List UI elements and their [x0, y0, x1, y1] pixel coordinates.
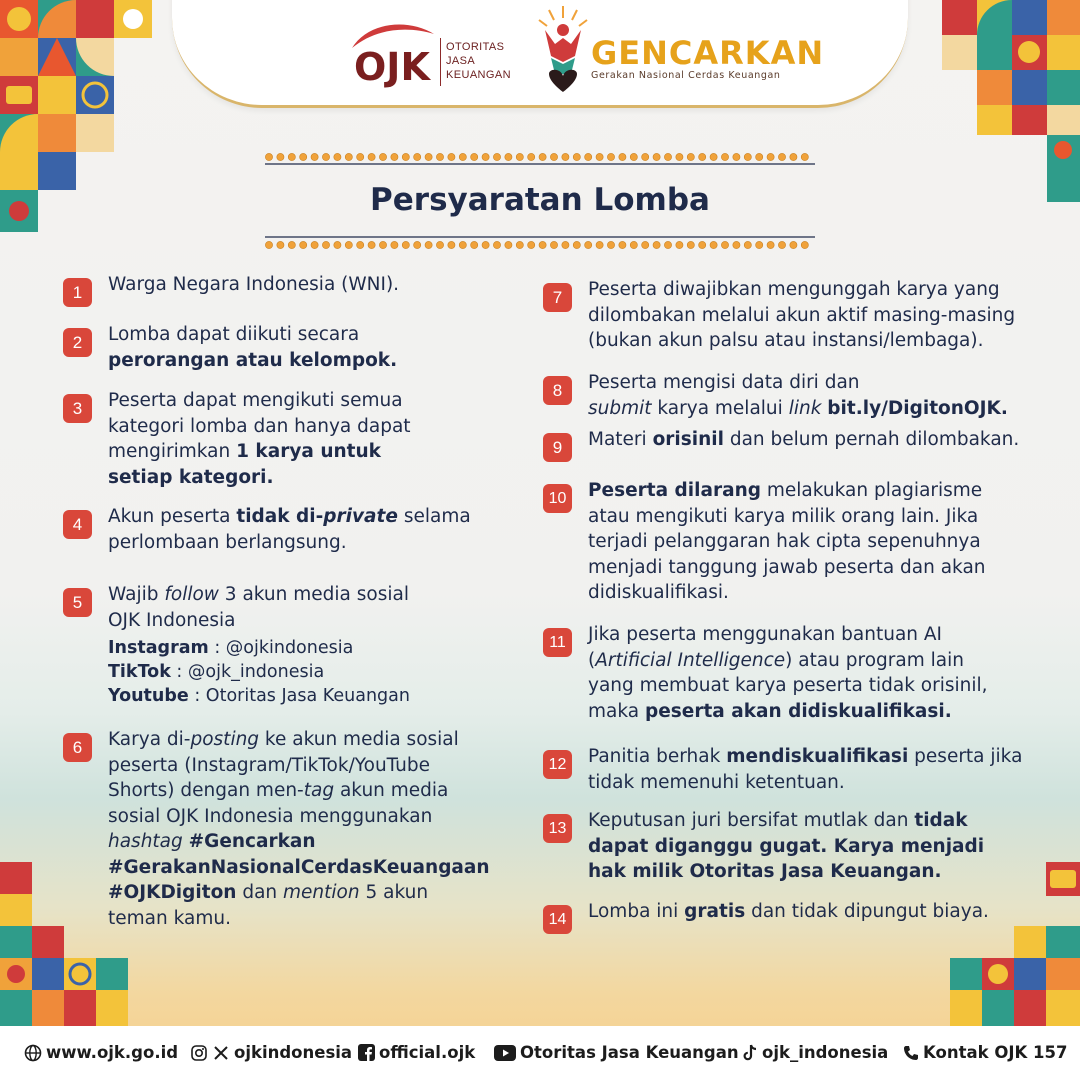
item-text-line [588, 277, 1015, 303]
footer-tiktok-text: ojk_indonesia [762, 1043, 889, 1062]
instagram-icon [190, 1044, 208, 1062]
text-segment: private [323, 506, 398, 527]
item-text [108, 322, 397, 373]
text-segment: hashtag [108, 831, 189, 852]
item-text-line [588, 859, 984, 885]
divider-dot [778, 241, 785, 248]
text-segment: mendiskualifikasi [726, 746, 909, 767]
text-segment: dilombakan melalui akun aktif masing-masing [588, 304, 1016, 326]
divider-dot [505, 241, 512, 248]
divider-dot [664, 241, 671, 248]
divider-dot [573, 153, 580, 160]
item-text [108, 504, 471, 555]
divider-dot [710, 241, 717, 248]
social-accounts-list [108, 636, 410, 708]
globe-icon [24, 1044, 42, 1062]
divider-dot [379, 153, 386, 160]
text-segment: ) atau program lain [785, 649, 964, 671]
text-segment: peserta akan didiskualifikasi. [644, 700, 952, 722]
item-text-line [588, 370, 1008, 396]
text-segment: perlombaan berlangsung. [108, 531, 347, 553]
divider-dot [322, 241, 329, 248]
item-text [588, 277, 1015, 354]
item-text-line [108, 804, 490, 830]
item-text-line [588, 478, 986, 504]
item-text-line [108, 348, 397, 374]
divider-dot [676, 241, 683, 248]
text-segment: tidak memenuhi ketentuan. [588, 771, 845, 793]
text-segment: Peserta dilarang [588, 480, 761, 501]
text-segment: tidak [914, 810, 968, 831]
divider-dot [448, 241, 455, 248]
text-segment: #OJKDigiton [108, 882, 237, 903]
item-text-line [588, 529, 986, 555]
divider-dot [573, 241, 580, 248]
footer-contact-text: Kontak OJK 157 [923, 1043, 1068, 1062]
divider-dot [448, 153, 455, 160]
item-text [588, 808, 984, 885]
text-segment: dapat diganggu gugat. Karya menjadi [588, 835, 985, 857]
item-text-line [108, 855, 490, 881]
divider-dot [402, 153, 409, 160]
item-text [588, 622, 988, 724]
corner-pattern-bottom-right [950, 862, 1080, 1028]
divider-dot [676, 153, 683, 160]
page-title: Persyaratan Lomba [370, 182, 710, 218]
divider-dot [414, 153, 421, 160]
item-text-line [108, 906, 490, 932]
text-segment: : @ojkindonesia [208, 638, 354, 658]
divider-dot [585, 153, 592, 160]
item-text-line [588, 303, 1015, 329]
divider-dot [801, 153, 808, 160]
divider-dot [402, 241, 409, 248]
divider-dot [482, 153, 489, 160]
text-segment: terjadi pelanggaran hak cipta sepenuhnya [588, 531, 981, 552]
text-segment: peserta jika [908, 746, 1023, 767]
divider-dot [744, 153, 751, 160]
item-text-line [588, 580, 986, 606]
divider-dot [277, 153, 284, 160]
item-text-line [108, 778, 490, 804]
item-text-line [108, 608, 410, 634]
item-text [588, 744, 1022, 795]
divider-dot [744, 241, 751, 248]
item-number-badge: 5 [63, 588, 92, 617]
divider-dot [699, 153, 706, 160]
text-segment: (bukan akun palsu atau instansi/lembaga). [588, 330, 984, 351]
text-segment: kategori lomba dan hanya dapat [108, 415, 411, 437]
text-segment: atau mengikuti karya milik orang lain. Jika [588, 505, 979, 527]
item-text-line [588, 699, 988, 725]
item-text-line [108, 530, 471, 556]
divider-dot [562, 153, 569, 160]
divider-dot [288, 241, 295, 248]
text-segment: : @ojk_indonesia [170, 662, 325, 682]
text-segment: tag [303, 780, 335, 801]
text-segment: Artificial Intelligence [595, 649, 786, 671]
divider-dot [733, 153, 740, 160]
corner-pattern-top-right [942, 0, 1080, 202]
divider-dot [493, 153, 500, 160]
x-icon [212, 1044, 230, 1062]
item-text-line [108, 465, 411, 491]
item-text [588, 370, 1008, 421]
text-segment: posting [190, 729, 260, 750]
divider-dot [528, 241, 535, 248]
divider-dot [288, 153, 295, 160]
divider-dot [790, 153, 797, 160]
divider-dot [756, 241, 763, 248]
ojk-wordmark: OTORITAS JASA KEUANGAN [446, 41, 511, 81]
text-segment: submit [588, 397, 652, 419]
divider-dot [539, 153, 546, 160]
item-text-line [108, 439, 411, 465]
divider-dot [334, 153, 341, 160]
text-segment: Peserta diwajibkan mengunggah karya yang [588, 279, 1000, 300]
divider-dot [642, 241, 649, 248]
item-number-badge: 10 [543, 484, 572, 513]
item-text [588, 427, 1019, 453]
divider-dot [687, 153, 694, 160]
item-text-line [588, 899, 989, 925]
tiktok-icon [742, 1044, 758, 1062]
divider-dot [733, 241, 740, 248]
item-text-line [108, 636, 410, 660]
item-number-badge: 6 [63, 733, 92, 762]
text-segment: Instagram [108, 638, 209, 658]
text-segment: tidak di- [236, 506, 324, 527]
text-segment: link [788, 397, 822, 419]
ojk-mark-icon [348, 18, 438, 88]
text-segment: OJK Indonesia [108, 609, 236, 631]
text-segment: hak milik Otoritas Jasa Keuangan. [588, 861, 942, 882]
text-segment: peserta (Instagram/TikTok/YouTube [108, 754, 431, 776]
text-segment: follow [164, 584, 219, 605]
item-text-line [588, 834, 984, 860]
item-text-line [588, 328, 1015, 354]
item-text-line [108, 414, 411, 440]
item-text-line [108, 504, 471, 530]
divider-dot [505, 153, 512, 160]
item-text-line [108, 322, 397, 348]
item-text-line [108, 753, 490, 779]
divider-dot [653, 153, 660, 160]
gencarkan-subtitle: Gerakan Nasional Cerdas Keuangan [591, 70, 781, 81]
divider-dot [664, 153, 671, 160]
divider-dot [596, 241, 603, 248]
text-segment: Peserta dapat mengikuti semua [108, 390, 403, 411]
divider-dot [311, 153, 318, 160]
footer-instagram-x[interactable] [190, 1043, 352, 1062]
text-segment: Panitia berhak [588, 746, 727, 767]
text-segment: sosial OJK Indonesia menggunakan [108, 805, 433, 827]
divider-dot [778, 153, 785, 160]
divider-dot [539, 241, 546, 248]
divider-dot [471, 241, 478, 248]
text-segment: Karya di- [108, 729, 191, 750]
text-segment: Jika peserta menggunakan bantuan AI [588, 624, 942, 645]
divider-dot [391, 241, 398, 248]
text-segment: Wajib [108, 584, 165, 605]
ojk-logo [348, 18, 520, 88]
divider-dot [482, 241, 489, 248]
text-segment: 1 karya untuk [236, 441, 381, 462]
title-band [265, 152, 815, 252]
text-segment: Youtube [108, 686, 189, 706]
text-segment: maka [588, 700, 645, 722]
divider-dot [493, 241, 500, 248]
youtube-icon [494, 1045, 516, 1061]
gencarkan-figure-icon [535, 4, 591, 96]
divider-dot [516, 153, 523, 160]
text-segment: mention [283, 882, 360, 903]
divider-dot [710, 153, 717, 160]
text-segment: gratis [684, 901, 746, 922]
divider-dot [630, 241, 637, 248]
footer-facebook[interactable] [358, 1043, 475, 1062]
divider-dot [801, 241, 808, 248]
divider-dot [414, 241, 421, 248]
divider-dot [596, 153, 603, 160]
svg-text:OJK: OJK [354, 45, 430, 88]
item-number-badge: 8 [543, 376, 572, 405]
divider-dot [425, 153, 432, 160]
divider-dot [311, 241, 318, 248]
footer-youtube[interactable] [494, 1043, 739, 1062]
footer-bar [0, 1026, 1080, 1080]
item-number-badge: 14 [543, 905, 572, 934]
text-segment: selama [397, 506, 471, 527]
item-text [108, 582, 410, 708]
dot-divider-top [265, 152, 815, 168]
item-number-badge: 12 [543, 750, 572, 779]
item-text-line [588, 673, 988, 699]
divider-dot [562, 241, 569, 248]
text-segment: yang membuat karya peserta tidak orisinil, [588, 675, 988, 696]
divider-dot [277, 241, 284, 248]
item-text-line [588, 622, 988, 648]
item-number-badge: 1 [63, 278, 92, 307]
divider-dot [300, 241, 307, 248]
text-segment: didiskualifikasi. [588, 582, 729, 603]
divider-dot [721, 153, 728, 160]
divider-dot [368, 153, 375, 160]
item-number-badge: 4 [63, 510, 92, 539]
item-text-line [108, 829, 490, 855]
divider-dot [642, 153, 649, 160]
text-segment: Akun peserta [108, 506, 237, 527]
divider-dot [790, 241, 797, 248]
text-segment: bit.ly/DigitonOJK. [827, 397, 1008, 419]
footer-youtube-text: Otoritas Jasa Keuangan [520, 1043, 739, 1062]
item-text-line [108, 727, 490, 753]
divider-dot [391, 153, 398, 160]
divider-dot [300, 153, 307, 160]
ojk-divider [440, 38, 441, 86]
footer-contact[interactable] [903, 1043, 1067, 1062]
item-text [108, 388, 411, 490]
divider-dot [334, 241, 341, 248]
text-segment: : Otoritas Jasa Keuangan [188, 686, 410, 706]
divider-dot [550, 241, 557, 248]
text-segment: Materi [588, 429, 653, 450]
item-text-line [588, 808, 984, 834]
text-segment: orisinil [652, 429, 724, 450]
text-segment: Lomba ini [588, 901, 685, 922]
item-text [108, 727, 490, 931]
divider-dot [607, 153, 614, 160]
item-text-line [108, 684, 410, 708]
divider-dot [653, 241, 660, 248]
divider-dot [425, 241, 432, 248]
text-segment: #Gencarkan [188, 831, 316, 852]
item-number-badge: 13 [543, 814, 572, 843]
text-segment: karya melalui [651, 397, 789, 419]
divider-dot [630, 153, 637, 160]
facebook-icon [358, 1044, 375, 1061]
text-segment: menjadi tanggung jawab peserta dan akan [588, 556, 986, 578]
divider-dot [436, 241, 443, 248]
divider-dot [471, 153, 478, 160]
text-segment: 3 akun media sosial [218, 584, 409, 605]
item-text-line [108, 660, 410, 684]
divider-dot [550, 153, 557, 160]
item-text [108, 272, 399, 298]
divider-dot [721, 241, 728, 248]
text-segment: TikTok [108, 662, 171, 682]
text-segment: dan tidak dipungut biaya. [745, 901, 989, 922]
text-segment: ( [588, 649, 596, 671]
divider-dot [767, 241, 774, 248]
text-segment: akun media [334, 780, 449, 801]
gencarkan-title: GENCARKAN [591, 34, 825, 72]
divider-dot [528, 153, 535, 160]
item-text-line [108, 880, 490, 906]
text-segment: ke akun media sosial [259, 729, 459, 750]
text-segment: mengirimkan [108, 441, 237, 462]
text-segment: Peserta mengisi data diri dan [588, 372, 860, 393]
divider-dot [619, 153, 626, 160]
item-text-line [588, 555, 986, 581]
divider-dot [585, 241, 592, 248]
divider-dot [607, 241, 614, 248]
item-number-badge: 9 [543, 433, 572, 462]
text-segment: dan belum pernah dilombakan. [723, 429, 1020, 450]
divider-dot [345, 241, 352, 248]
divider-dot [265, 153, 272, 160]
divider-dot [265, 241, 272, 248]
footer-website[interactable] [24, 1043, 178, 1062]
text-segment: teman kamu. [108, 907, 231, 929]
divider-dot [345, 153, 352, 160]
text-segment: #GerakanNasionalCerdasKeuangaan [108, 856, 490, 878]
footer-instagram-text: ojkindonesia [234, 1043, 353, 1062]
divider-dot [436, 153, 443, 160]
gencarkan-logo [535, 4, 825, 96]
item-text-line [108, 272, 399, 298]
divider-dot [322, 153, 329, 160]
divider-dot [756, 153, 763, 160]
item-text-line [108, 388, 411, 414]
item-text-line [588, 427, 1019, 453]
divider-dot [516, 241, 523, 248]
item-number-badge: 2 [63, 328, 92, 357]
text-segment: perorangan atau kelompok. [108, 349, 398, 371]
phone-icon [903, 1045, 919, 1061]
divider-dot [368, 241, 375, 248]
item-text-line [588, 396, 1008, 422]
footer-website-text: www.ojk.go.id [46, 1043, 179, 1062]
divider-dot [459, 241, 466, 248]
dot-divider-bottom [265, 234, 815, 250]
divider-dot [687, 241, 694, 248]
item-text-line [588, 648, 988, 674]
divider-dot [357, 153, 364, 160]
divider-dot [699, 241, 706, 248]
item-number-badge: 11 [543, 628, 572, 657]
footer-tiktok[interactable] [742, 1043, 888, 1062]
text-segment: melakukan plagiarisme [761, 480, 983, 501]
text-segment: setiap kategori. [108, 466, 274, 488]
corner-pattern-top-left [0, 0, 160, 232]
text-segment: Lomba dapat diikuti secara [108, 324, 360, 345]
item-text [588, 899, 989, 925]
divider-dot [459, 153, 466, 160]
text-segment: Keputusan juri bersifat mutlak dan [588, 810, 915, 831]
item-text-line [588, 504, 986, 530]
item-text-line [588, 744, 1022, 770]
divider-dot [379, 241, 386, 248]
divider-dot [357, 241, 364, 248]
item-text-line [108, 582, 410, 608]
text-segment: Shorts) dengan men- [108, 780, 304, 801]
item-text-line [588, 770, 1022, 796]
text-segment: dan [236, 882, 284, 903]
footer-facebook-text: official.ojk [379, 1043, 476, 1062]
text-segment: 5 akun [359, 882, 429, 903]
item-number-badge: 3 [63, 394, 92, 423]
divider-dot [767, 153, 774, 160]
item-number-badge: 7 [543, 283, 572, 312]
divider-dot [619, 241, 626, 248]
item-text [588, 478, 986, 606]
text-segment: Warga Negara Indonesia (WNI). [108, 274, 400, 295]
